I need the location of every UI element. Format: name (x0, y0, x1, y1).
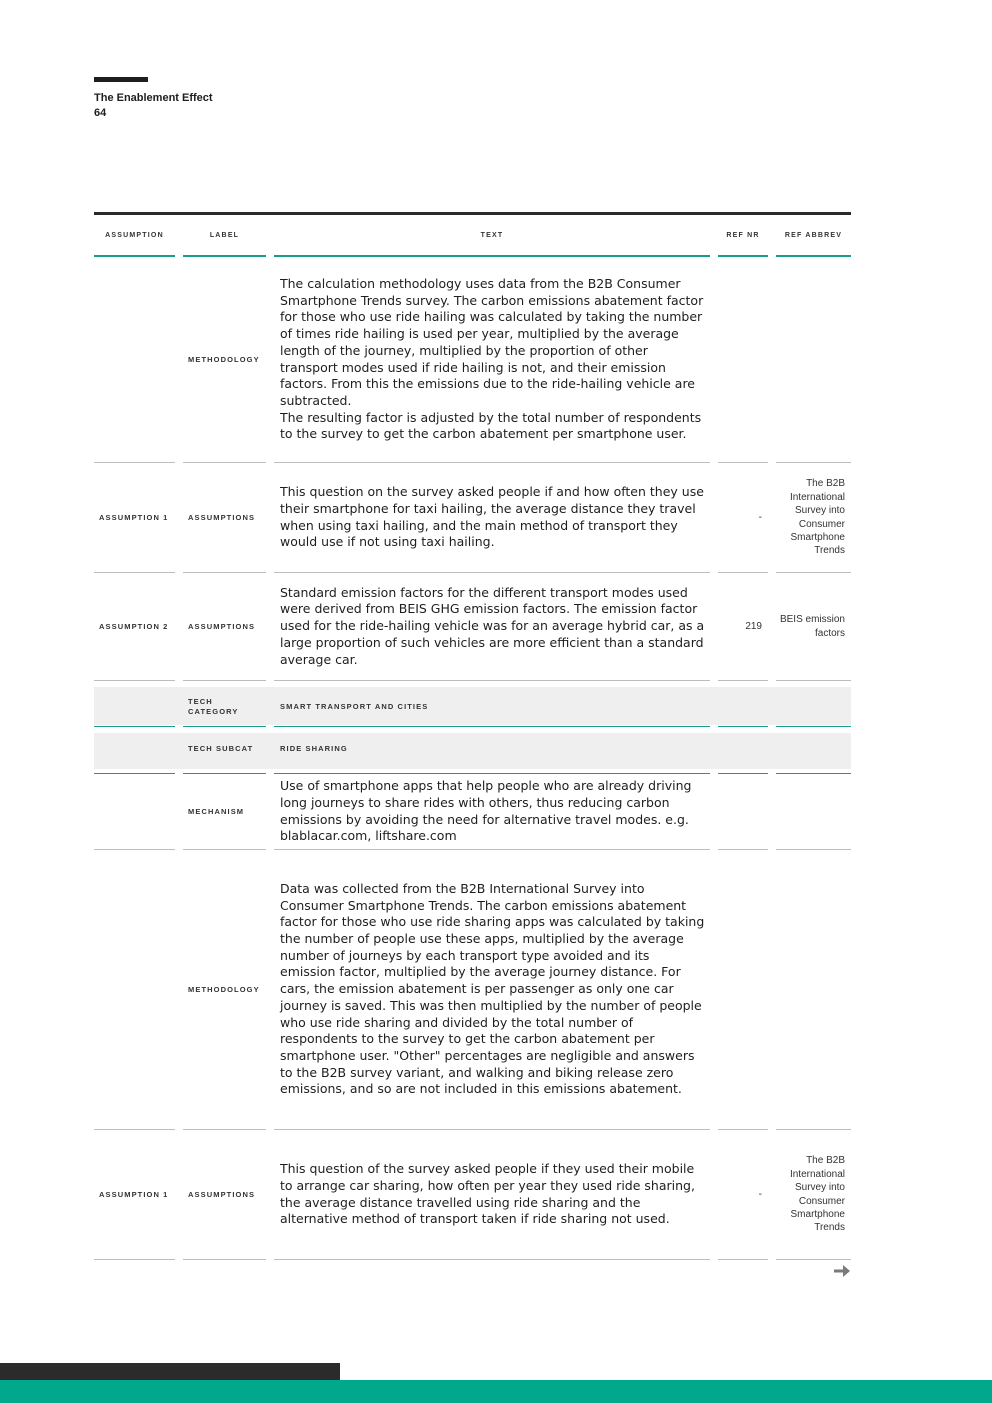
ref-nr-cell (718, 850, 768, 1130)
table-row (94, 850, 851, 1130)
text-paragraph: This question of the survey asked people if they used their mobile to arrange car sharing, how often per year they used ride sharing, the average distance travelled using ride sharing and the alternative method of transport taken if ride sharing not used. (280, 1161, 695, 1227)
ref-abbrev-cell (776, 257, 851, 463)
tech-category-value: SMART TRANSPORT AND CITIES (274, 681, 710, 727)
label-cell: MECHANISM (183, 774, 266, 850)
page-number: 64 (94, 107, 107, 119)
table-row (94, 573, 851, 681)
tech-category-row (94, 681, 851, 727)
text-paragraph: The resulting factor is adjusted by the total number of respondents to the survey to get the carbon abatement per smartphone user. (280, 409, 702, 442)
header-accent-bar (94, 77, 148, 82)
ref-abbrev-cell (776, 774, 851, 850)
assumptions-table (94, 212, 851, 1260)
ref-nr-cell (718, 774, 768, 850)
label-cell: METHODOLOGY (183, 257, 266, 463)
label-cell: TECH CATEGORY (183, 681, 266, 727)
assumption-cell (94, 727, 175, 774)
text-paragraph: This question on the survey asked people if and how often they use their smartphone for taxi hailing, the average distance they travel when using taxi hailing, and the main method of transport they would use if not using taxi hailing. (280, 484, 704, 550)
ref-abbrev-cell (776, 727, 851, 774)
label-cell: METHODOLOGY (183, 850, 266, 1130)
ref-abbrev-cell (776, 681, 851, 727)
table-header-row (94, 215, 851, 257)
ref-nr-cell: - (718, 463, 768, 573)
assumption-cell: ASSUMPTION 1 (94, 463, 175, 573)
text-paragraph: The calculation methodology uses data from the B2B Consumer Smartphone Trends survey. The carbon emissions abatement factor for those who use ride hailing was calculated by taking the number of times ride hailing is used per year, multiplied by the average length of the journey, multiplied by the proportion of other transport modes used if ride hailing is not, and their emission factors. From this the emissions due to the ride-hailing vehicle are subtracted. (280, 275, 704, 408)
text-cell (274, 573, 710, 681)
assumption-cell: ASSUMPTION 1 (94, 1130, 175, 1260)
label-cell: TECH SUBCAT (183, 727, 266, 774)
table-row (94, 257, 851, 463)
footer-dark-bar (0, 1363, 340, 1381)
label-cell: ASSUMPTIONS (183, 1130, 266, 1260)
table-row (94, 774, 851, 850)
text-cell (274, 1130, 710, 1260)
tech-subcat-row (94, 727, 851, 774)
tech-subcat-value: RIDE SHARING (274, 727, 710, 774)
column-header-label: LABEL (183, 215, 266, 257)
label-cell: ASSUMPTIONS (183, 573, 266, 681)
text-cell (274, 463, 710, 573)
table-row (94, 1130, 851, 1260)
text-cell (274, 774, 710, 850)
assumption-cell (94, 257, 175, 463)
ref-nr-cell: 219 (718, 573, 768, 681)
label-cell: ASSUMPTIONS (183, 463, 266, 573)
ref-nr-cell (718, 681, 768, 727)
ref-abbrev-cell: BEIS emission factors (776, 573, 851, 681)
ref-abbrev-cell: The B2B International Survey into Consumer Smartphone Trends (776, 1130, 851, 1260)
text-cell (274, 257, 710, 463)
text-cell (274, 850, 710, 1130)
column-header-ref-nr: REF NR (718, 215, 768, 257)
column-header-ref-abbrev: REF ABBREV (776, 215, 851, 257)
assumption-cell (94, 774, 175, 850)
table-row (94, 463, 851, 573)
ref-nr-cell (718, 727, 768, 774)
document-title: The Enablement Effect (94, 92, 213, 104)
arrow-right-icon[interactable] (833, 1263, 851, 1279)
assumption-cell (94, 850, 175, 1130)
footer-accent-bar (0, 1380, 992, 1403)
text-paragraph: Data was collected from the B2B International Survey into Consumer Smartphone Trends. The carbon emissions abatement factor for those who use ride sharing apps was calculated by taking the number of people use these apps, multiplied by the average number of journeys by each transport type avoided and its emission factor, multiplied by the average journey distance. For cars, the emission abatement is per passenger as only one car journey is saved. This was then multiplied by the number of people who use ride sharing and divided by the total number of respondents to the survey to get the carbon abatement per smartphone user. "Other" percentages are negligible and answers to the B2B survey variant, and walking and biking release zero emissions, and so are not included in this emissions abatement. (280, 880, 705, 1097)
assumption-cell: ASSUMPTION 2 (94, 573, 175, 681)
column-header-text: TEXT (274, 215, 710, 257)
ref-abbrev-cell (776, 850, 851, 1130)
ref-nr-cell: - (718, 1130, 768, 1260)
column-header-assumption: ASSUMPTION (94, 215, 175, 257)
text-paragraph: Use of smartphone apps that help people who are already driving long journeys to share rides with others, thus reducing carbon emissions by avoiding the need for alternative travel modes. e.g. blablacar.com, liftshare.com (280, 778, 692, 844)
ref-abbrev-cell: The B2B International Survey into Consumer Smartphone Trends (776, 463, 851, 573)
assumption-cell (94, 681, 175, 727)
text-paragraph: Standard emission factors for the different transport modes used were derived from BEIS GHG emission factors. The emission factor used for the ride-hailing vehicle was for an average hybrid car, as a large proportion of such vehicles are more efficient than a standard average car. (280, 584, 705, 667)
ref-nr-cell (718, 257, 768, 463)
